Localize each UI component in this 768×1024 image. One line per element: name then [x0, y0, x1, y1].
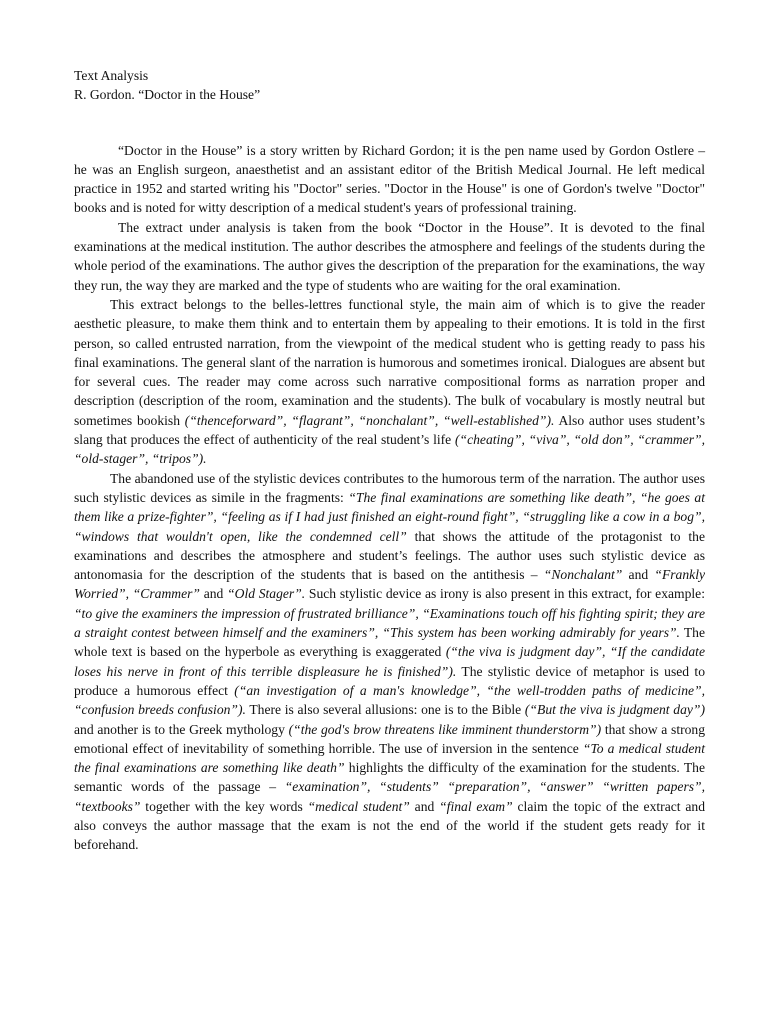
paragraph-devices	[74, 469, 705, 855]
paragraph-quote: (“the viva is judgment day”, “If the candidate loses his nerve in front of this terrible displeasure he is finished”).	[74, 644, 705, 679]
paragraph-text: that shows the attitude of the protagonist to the examinations and describes the atmosphere and student’s feelings. The author uses such stylistic device as antonomasia for the description of the students that is based on the antithesis –	[74, 528, 705, 583]
paragraph-text: Such stylistic device as irony is also present in this extract, for example:	[305, 586, 705, 602]
paragraph-extract: The extract under analysis is taken from the book “Doctor in the House”. It is devoted to the final examinations at the medical institution. The author describes the atmosphere and feelings of the students during the whole period of the examinations. The author gives the description of the preparation for the examinations, the way they run, the way they are marked and the type of students who are waiting for the oral examination.	[74, 219, 705, 293]
paragraph-text: and another is to the Greek mythology	[74, 721, 289, 737]
paragraph-quote: (“cheating”, “viva”, “old don”, “crammer”, “old-stager”, “tripos”).	[74, 432, 705, 467]
paragraph-text: and	[622, 567, 655, 583]
paragraph-text: The whole text is based on the hyperbole as everything is exaggerated	[74, 625, 705, 660]
paragraph-quote: “medical student”	[307, 798, 410, 814]
document-title: Text Analysis	[74, 68, 149, 83]
paragraph-quote: (“an investigation of a man's knowledge”, “the well-trodden paths of medicine”, “confusion breeds confusion”).	[74, 682, 705, 718]
paragraph-text: and	[409, 798, 440, 814]
paragraph-quote: “The final examinations are something like death”, “he goes at them like a prize-fighter”, “feeling as if I had just finished an eight-round fight”, “struggling like a cow in a bog”, “windows that wouldn't open, like the condemned cell”	[74, 489, 705, 544]
paragraph-quote: “Frankly Worried”, “Crammer”	[74, 567, 705, 602]
paragraph-text: The abandoned use of the stylistic devices contributes to the humorous term of the narration. The author uses such stylistic devices as simile in the fragments:	[74, 470, 705, 505]
paragraph-style	[74, 295, 705, 469]
title-spacer	[74, 105, 705, 141]
paragraph-quote: (“the god's brow threatens like imminent thunderstorm”)	[288, 721, 602, 737]
paragraph-quote: “examination”, “students” “preparation”, “answer” “written papers”, “textbooks”	[74, 779, 705, 814]
paragraph-quote: “To a medical student the final examinations are something like death”	[74, 740, 706, 776]
paragraph-intro: “Doctor in the House” is a story written by Richard Gordon; it is the pen name used by Gordon Ostlere – he was an English surgeon, anaesthetist and an assistant editor of the British Medical Journal. He left medical practice in 1952 and started writing his "Doctor" series. "Doctor in the House" is one of Gordon's twelve "Doctor" books and is noted for witty description of a medical student's years of professional training.	[74, 142, 705, 216]
paragraph-text: and	[199, 586, 228, 602]
paragraph-quote: “to give the examiners the impression of frustrated brilliance”, “Examinations touch off his fighting spirit; they are a straight contest between himself and the examiners”, “This system has been working admirably for years”.	[74, 605, 705, 641]
document-page	[74, 66, 705, 855]
paragraph-quote: “final exam”	[439, 798, 513, 814]
paragraph-quote: (“thenceforward”, “flagrant”, “nonchalant”, “well-established”).	[184, 412, 555, 428]
paragraph-text: claim the topic of the extract and also conveys the author massage that the exam is not the end of the world if the student gets ready for it beforehand.	[74, 798, 705, 853]
document-subtitle: R. Gordon. “Doctor in the House”	[74, 87, 261, 103]
paragraph-quote: “Nonchalant”	[543, 567, 623, 583]
paragraph-text: that show a strong emotional effect of inevitability of something horrible. The use of inversion in the sentence	[74, 721, 706, 756]
paragraph-quote: (“But the viva is judgment day”)	[524, 702, 705, 718]
paragraph-text: There is also several allusions: one is to the Bible	[245, 702, 525, 718]
paragraph-text: highlights the difficulty of the examination for the students. The semantic words of the passage –	[74, 760, 705, 795]
paragraph-text: together with the key words	[140, 798, 308, 814]
paragraph-quote: “Old Stager”.	[227, 586, 306, 602]
paragraph-text: Also author uses student’s slang that produces the effect of authenticity of the real student’s life	[74, 412, 705, 448]
paragraph-text: The stylistic device of metaphor is used to produce a humorous effect	[74, 663, 706, 698]
paragraph-text: This extract belongs to the belles-lettres functional style, the main aim of which is to give the reader aesthetic pleasure, to make them think and to entertain them by appealing to their emotions. It is told in the first person, so called entrusted narration, from the viewpoint of the medical student who is getting ready to pass his final examinations. The general slant of the narration is humorous and sometimes ironical. Dialogues are absent but for several cues. The reader may come across such narrative compositional forms as narration proper and description (description of the room, examination and the students). The bulk of vocabulary is mostly neutral but sometimes bookish	[74, 296, 705, 428]
